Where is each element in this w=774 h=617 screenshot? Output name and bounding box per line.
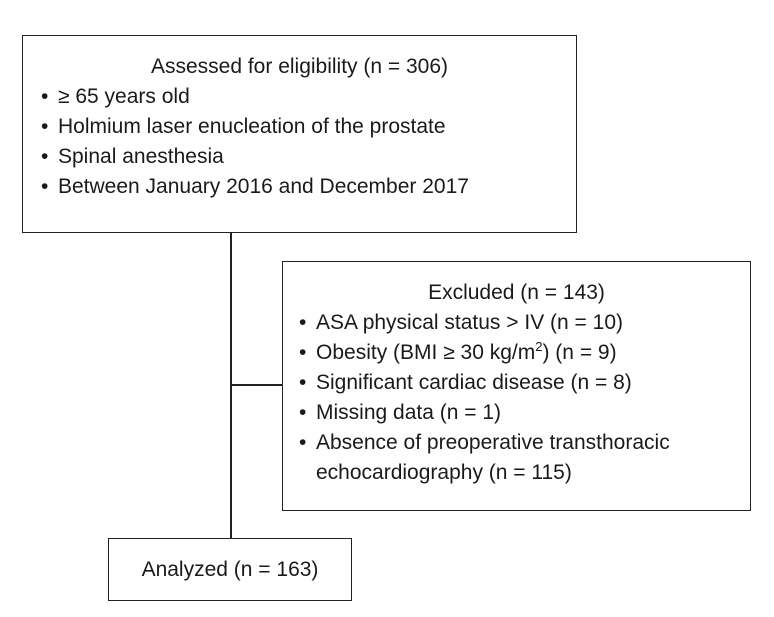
- excluded-title: Excluded (n = 143): [428, 281, 605, 304]
- eligibility-box: [22, 35, 577, 233]
- exclusion-reason-cardiac: • Significant cardiac disease (n = 8): [299, 368, 750, 398]
- exclusion-reason-echocardiography-line2: echocardiography (n = 115): [316, 461, 572, 484]
- exclusion-reason-asa: • ASA physical status > IV (n = 10): [299, 308, 750, 338]
- eligibility-criterion-anesthesia: • Spinal anesthesia: [41, 142, 576, 172]
- eligibility-criterion-period: • Between January 2016 and December 2017: [41, 172, 576, 202]
- exclusion-reason-echocardiography-line1: • Absence of preoperative transthoracic: [316, 431, 670, 454]
- analyzed-box: [108, 538, 352, 601]
- eligibility-criteria-list: [41, 82, 576, 202]
- analyzed-title: Analyzed (n = 163): [141, 557, 319, 581]
- exclusion-reason-obesity-count: ) (n = 9): [542, 341, 617, 364]
- exclusion-reasons-list: [299, 308, 750, 488]
- eligibility-title: Assessed for eligibility (n = 306): [150, 55, 449, 78]
- exclusion-reason-obesity-superscript: 2: [535, 339, 543, 354]
- exclusion-reason-echocardiography: [299, 428, 750, 488]
- exclusion-reason-obesity: [299, 338, 750, 368]
- excluded-box: [282, 261, 751, 511]
- exclusion-reason-obesity-text: Obesity (BMI ≥ 30 kg/m: [316, 341, 536, 364]
- eligibility-criterion-age: • ≥ 65 years old: [41, 82, 576, 112]
- exclusion-reason-missing-data: • Missing data (n = 1): [299, 398, 750, 428]
- eligibility-criterion-procedure: • Holmium laser enucleation of the prostate: [41, 112, 576, 142]
- flow-connector-vertical: [230, 233, 232, 538]
- flow-connector-to-excluded: [230, 384, 282, 386]
